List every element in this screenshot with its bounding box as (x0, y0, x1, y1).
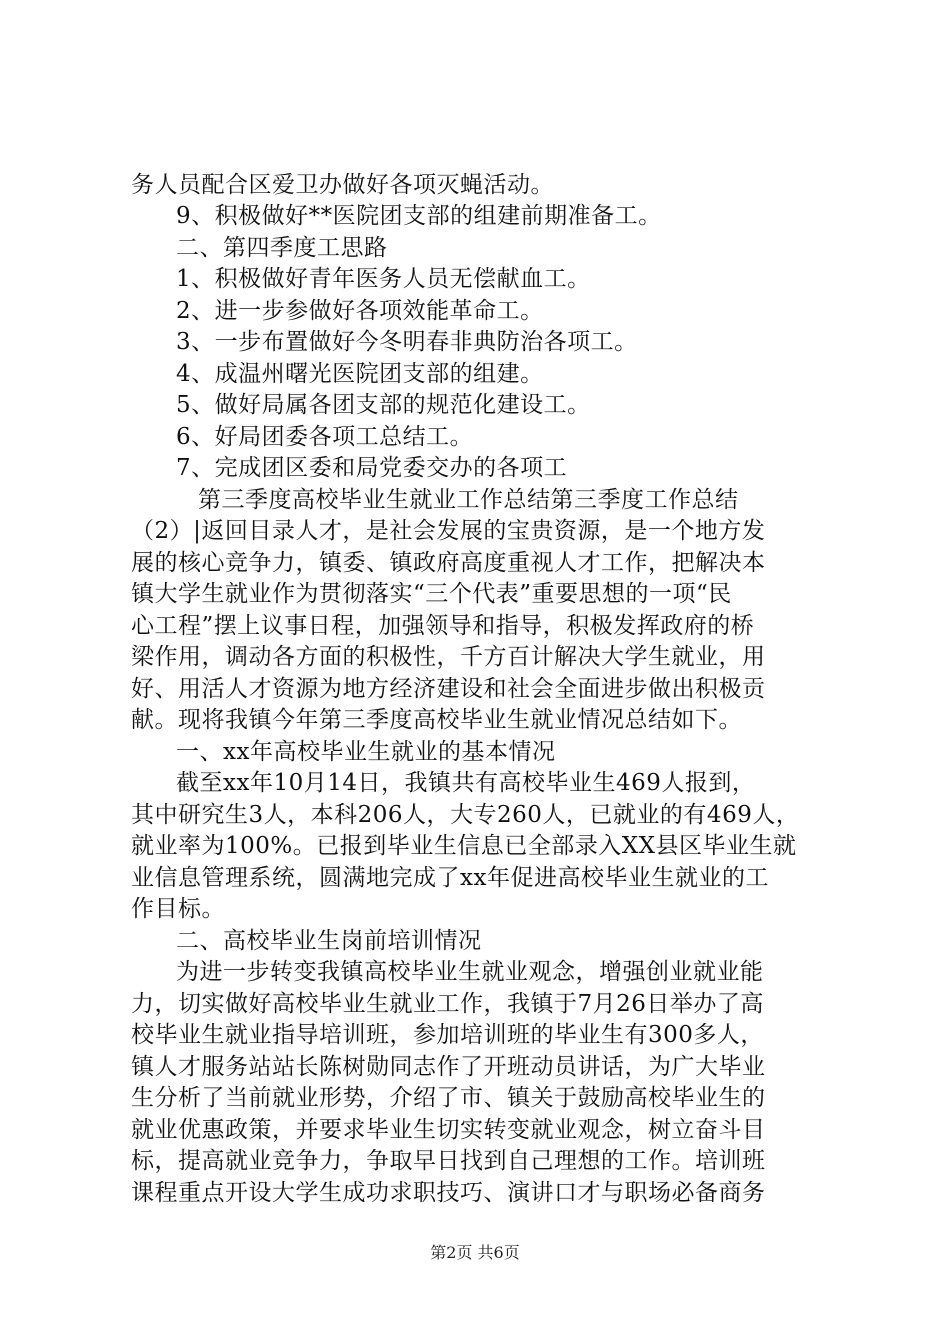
text-line: 镇大学生就业作为贯彻落实“三个代表”重要思想的一项“民 (131, 581, 732, 607)
text-line: 为进一步转变我镇高校毕业生就业观念，增强创业就业能 (176, 959, 764, 985)
text-line: 截至xx年10月14日，我镇共有高校毕业生469人报到， (176, 770, 756, 796)
text-line: 校毕业生就业指导培训班，参加培训班的毕业生有300多人， (131, 1022, 764, 1048)
text-line: 6、好局团委各项工总结工。 (176, 424, 474, 450)
text-line: 课程重点开设大学生成功求职技巧、演讲口才与职场必备商务 (131, 1180, 766, 1206)
page-number-footer: 第2页 共6页 (430, 1243, 520, 1262)
text-line: 务人员配合区爱卫办做好各项灭蝇活动。 (131, 172, 554, 198)
text-line: 展的核心竞争力，镇委、镇政府高度重视人才工作，把解决本 (131, 550, 766, 576)
text-line: 就业优惠政策，并要求毕业生切实转变就业观念，树立奋斗目 (131, 1117, 766, 1143)
text-line: 4、成温州曙光医院团支部的组建。 (176, 361, 544, 387)
text-line: 9、积极做好**医院团支部的组建前期准备工。 (176, 203, 662, 229)
text-line: （2）|返回目录人才，是社会发展的宝贵资源，是一个地方发 (131, 518, 766, 544)
text-line: 献。现将我镇今年第三季度高校毕业生就业情况总结如下。 (131, 707, 742, 733)
text-line: 就业率为100%。已报到毕业生信息已全部录入XX县区毕业生就 (131, 833, 797, 859)
text-line: 7、完成团区委和局党委交办的各项工 (176, 455, 568, 481)
text-line: 其中研究生3人，本科206人，大专260人，已就业的有469人， (131, 802, 800, 828)
text-line: 2、进一步参做好各项效能革命工。 (176, 298, 544, 324)
text-line: 梁作用，调动各方面的积极性，千方百计解决大学生就业，用 (131, 644, 766, 670)
text-line: 1、积极做好青年医务人员无偿献血工。 (176, 266, 591, 292)
text-line: 业信息管理系统，圆满地完成了xx年促进高校毕业生就业的工 (131, 865, 769, 891)
text-line: 心工程”摆上议事日程，加强领导和指导，积极发挥政府的桥 (131, 613, 755, 639)
text-line: 镇人才服务站站长陈树勋同志作了开班动员讲话，为广大毕业 (131, 1054, 766, 1080)
text-line: 作目标。 (131, 896, 225, 922)
text-line: 标，提高就业竞争力，争取早日找到自己理想的工作。培训班 (131, 1148, 766, 1174)
section-heading: 二、第四季度工思路 (176, 235, 388, 261)
document-title: 第三季度高校毕业生就业工作总结第三季度工作总结 (198, 487, 739, 513)
section-heading: 一、xx年高校毕业生就业的基本情况 (176, 739, 556, 765)
text-line: 力，切实做好高校毕业生就业工作，我镇于7月26日举办了高 (131, 991, 764, 1017)
text-line: 3、一步布置做好今冬明春非典防治各项工。 (176, 329, 638, 355)
text-line: 好、用活人才资源为地方经济建设和社会全面进步做出积极贡 (131, 676, 766, 702)
text-line: 5、做好局属各团支部的规范化建设工。 (176, 392, 591, 418)
section-heading: 二、高校毕业生岗前培训情况 (176, 928, 482, 954)
text-line: 生分析了当前就业形势，介绍了市、镇关于鼓励高校毕业生的 (131, 1085, 766, 1111)
